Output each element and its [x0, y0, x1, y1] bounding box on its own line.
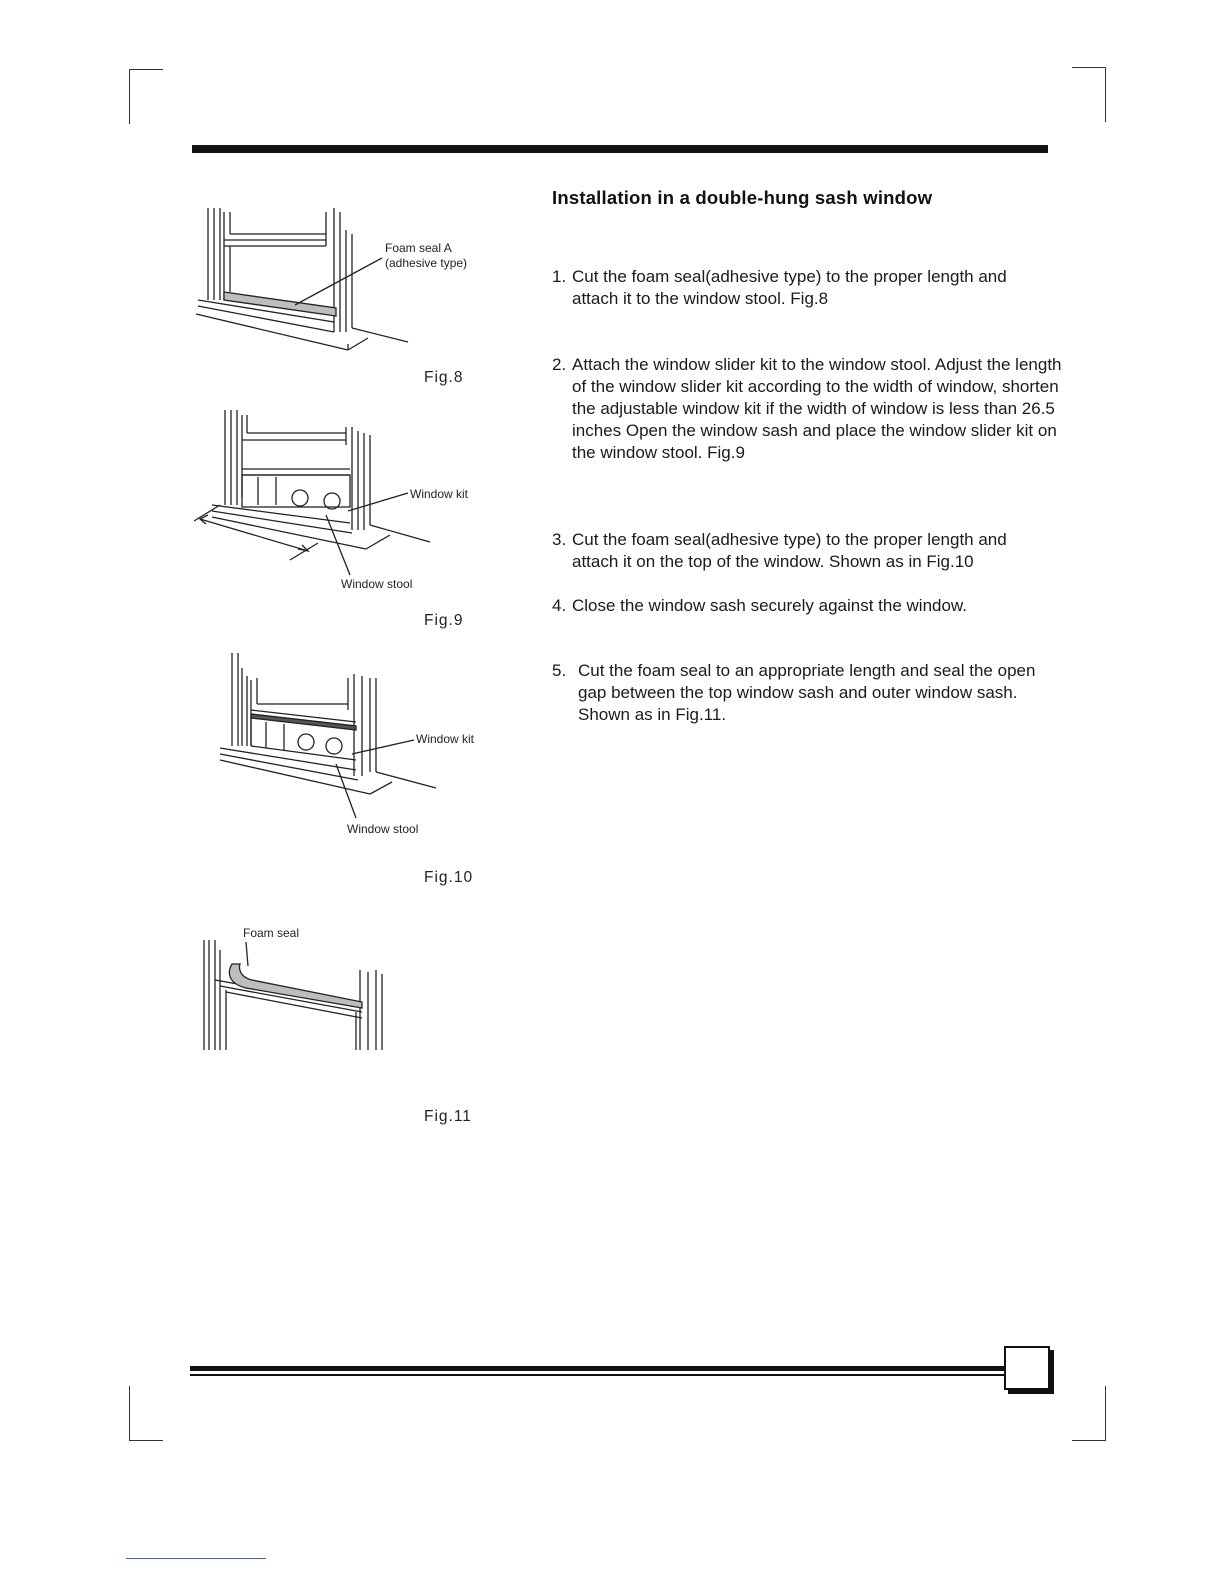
section-heading: Installation in a double-hung sash window: [552, 187, 933, 208]
step-text: Cut the foam seal(adhesive type) to the proper length and attach it to the window stool. Fig.8: [572, 267, 1007, 308]
fig9-illustration: [190, 405, 440, 575]
fig10-callout-window-stool: Window stool: [347, 822, 419, 836]
step-number: 5.: [552, 661, 567, 680]
fig8-label: Fig.8: [424, 369, 464, 386]
step-3: [552, 529, 1072, 573]
fig10-callout-window-kit: Window kit: [416, 732, 475, 746]
fig11-label: Fig.11: [424, 1108, 472, 1125]
step-number: 4.: [552, 596, 567, 615]
fig8-illustration: [190, 200, 430, 360]
step-5: [552, 660, 1072, 726]
fig10-illustration: [214, 648, 444, 828]
crop-mark-top-left: [129, 69, 163, 124]
crop-mark-bottom-right: [1072, 1386, 1106, 1441]
step-text: Cut the foam seal to an appropriate length and seal the open gap between the top window sash and outer window sash. Shown as in Fig.11.: [578, 661, 1036, 724]
crop-mark-top-right: [1072, 67, 1106, 122]
step-number: 2.: [552, 355, 567, 374]
fig11-illustration: [196, 930, 396, 1055]
fig10-label: Fig.10: [424, 869, 474, 886]
fig9-label: Fig.9: [424, 612, 464, 629]
step-text: Cut the foam seal(adhesive type) to the proper length and attach it on the top of the window. Shown as in Fig.10: [572, 530, 1007, 571]
header-rule: [192, 145, 1048, 153]
footer-rule: [190, 1366, 1004, 1371]
step-number: 1.: [552, 267, 567, 286]
fig9-callout-window-kit: Window kit: [410, 487, 469, 501]
step-4: [552, 595, 1072, 617]
callout-line: (adhesive type): [385, 256, 468, 270]
crop-mark-bottom-left: [129, 1386, 163, 1441]
callout-line: Foam seal A: [385, 241, 452, 255]
fig8-callout-foam-seal: [385, 241, 467, 271]
page-number-box: [1004, 1346, 1050, 1390]
fig9-callout-window-stool: Window stool: [341, 577, 413, 591]
step-text: Close the window sash securely against the window.: [572, 596, 967, 615]
step-text: Attach the window slider kit to the window stool. Adjust the length of the window slider kit according to the width of window, shorten the adjustable window kit if the width of window is less than 26.5 inches Open the window sash and place the window slider kit on the window stool. Fig.9: [572, 355, 1062, 462]
link-underline: [126, 1558, 266, 1559]
fig11-callout-foam-seal: Foam seal: [243, 926, 300, 940]
step-1: [552, 266, 1072, 310]
step-number: 3.: [552, 530, 567, 549]
footer-rule-thin: [190, 1374, 1004, 1376]
step-2: [552, 354, 1072, 464]
